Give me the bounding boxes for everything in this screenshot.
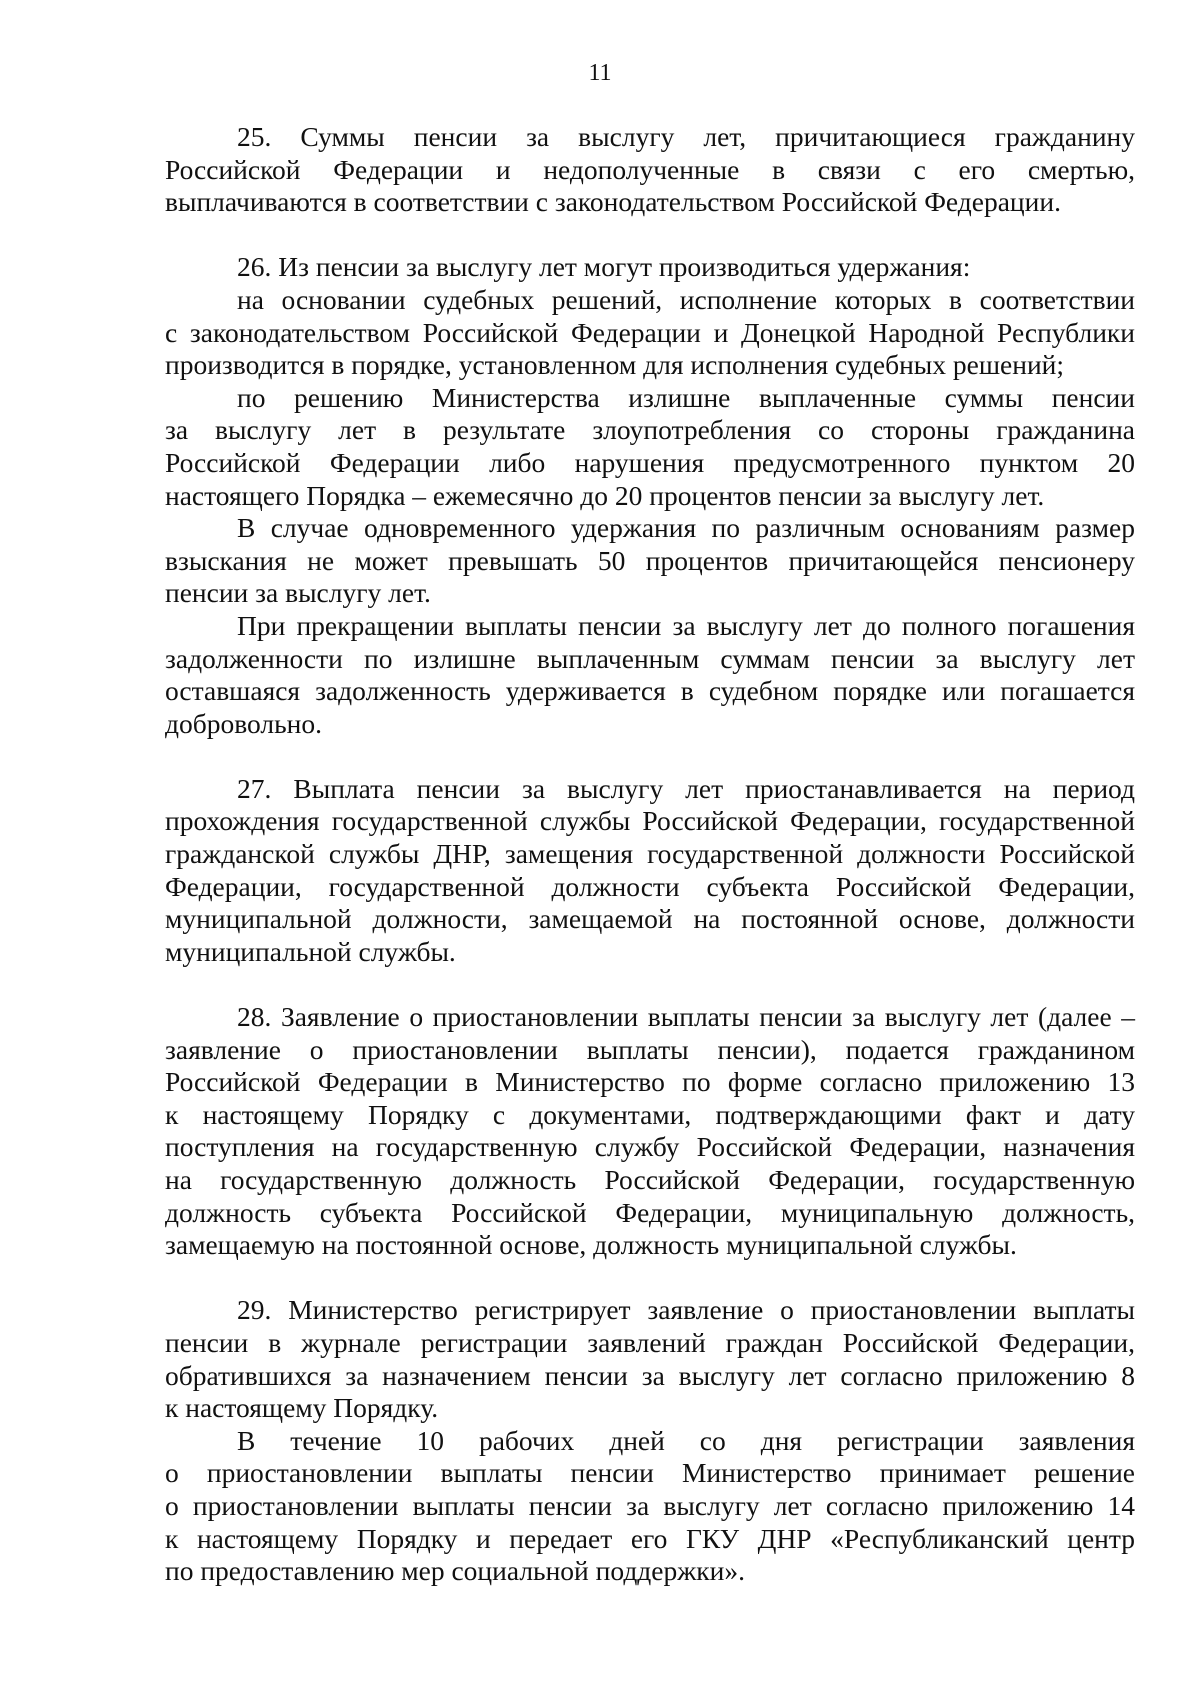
text-line: должность субъекта Российской Федерации, муниципальную должность, <box>165 1196 1135 1228</box>
text-line: гражданской службы ДНР, замещения государственной должности Российской <box>165 838 1135 870</box>
text-line: по решению Министерства излишне выплаченные суммы пенсии <box>237 381 1135 413</box>
text-line: производится в порядке, установленном для исполнения судебных решений; <box>165 349 1065 381</box>
text-line: оставшаяся задолженность удерживается в судебном порядке или погашается <box>165 675 1135 707</box>
text-line: 26. Из пенсии за выслугу лет могут производиться удержания: <box>237 251 971 283</box>
text-line: на государственную должность Российской Федерации, государственную <box>165 1164 1135 1195</box>
text-line: за выслугу лет в результате злоупотребления со стороны гражданина <box>165 414 1135 446</box>
text-line: обратившихся за назначением пенсии за выслугу лет согласно приложению 8 <box>165 1359 1135 1391</box>
text-line: пенсии за выслугу лет. <box>165 577 431 609</box>
text-line: Российской Федерации и недополученные в связи с его смертью, <box>165 153 1135 185</box>
paragraph-25 <box>165 121 1135 219</box>
text-line: Российской Федерации в Министерство по форме согласно приложению 13 <box>165 1066 1135 1098</box>
text-line: муниципальной должности, замещаемой на постоянной основе, должности <box>165 903 1135 935</box>
text-line: о приостановлении выплаты пенсии за выслугу лет согласно приложению 14 <box>165 1489 1135 1521</box>
text-line: 28. Заявление о приостановлении выплаты пенсии за выслугу лет (далее – <box>237 1001 1135 1033</box>
text-line: настоящего Порядка – ежемесячно до 20 процентов пенсии за выслугу лет. <box>165 479 1045 511</box>
text-line: Федерации, государственной должности субъекта Российской Федерации, <box>165 870 1135 902</box>
text-line: к настоящему Порядку с документами, подтверждающими факт и дату <box>165 1098 1135 1130</box>
text-line: 29. Министерство регистрирует заявление о приостановлении выплаты <box>237 1294 1135 1326</box>
text-line: о приостановлении выплаты пенсии Министерство принимает решение <box>165 1457 1135 1489</box>
text-line: к настоящему Порядку. <box>165 1392 439 1424</box>
paragraph-28 <box>165 1001 1135 1262</box>
text-line: В случае одновременного удержания по различным основаниям размер <box>237 512 1135 544</box>
text-line: пенсии в журнале регистрации заявлений граждан Российской Федерации, <box>165 1326 1135 1358</box>
text-line: поступления на государственную службу Российской Федерации, назначения <box>165 1131 1135 1163</box>
paragraph-29 <box>165 1294 1135 1587</box>
text-line: При прекращении выплаты пенсии за выслугу лет до полного погашения <box>237 609 1135 641</box>
text-line: выплачиваются в соответствии с законодательством Российской Федерации. <box>165 186 1061 218</box>
text-line: к настоящему Порядку и передает его ГКУ ДНР «Республиканский центр <box>165 1522 1135 1554</box>
text-line: задолженности по излишне выплаченным суммам пенсии за выслугу лет <box>165 642 1135 674</box>
text-line: добровольно. <box>165 707 323 739</box>
text-line: взыскания не может превышать 50 процентов причитающейся пенсионеру <box>165 544 1135 576</box>
document-body <box>165 121 1135 1588</box>
text-line: на основании судебных решений, исполнение которых в соответствии <box>237 283 1135 315</box>
text-line: заявление о приостановлении выплаты пенсии), подается гражданином <box>165 1033 1135 1065</box>
text-line: замещаемую на постоянной основе, должность муниципальной службы. <box>165 1229 1017 1261</box>
paragraph-26 <box>165 251 1135 740</box>
text-line: прохождения государственной службы Российской Федерации, государственной <box>165 805 1135 837</box>
paragraph-27 <box>165 773 1135 969</box>
text-line: 27. Выплата пенсии за выслугу лет приостанавливается на период <box>237 772 1135 804</box>
text-line: с законодательством Российской Федерации и Донецкой Народной Республики <box>165 316 1135 348</box>
text-line: по предоставлению мер социальной поддержки». <box>165 1555 745 1587</box>
text-line: В течение 10 рабочих дней со дня регистрации заявления <box>237 1424 1135 1456</box>
text-line: Российской Федерации либо нарушения предусмотренного пунктом 20 <box>165 446 1135 478</box>
text-line: муниципальной службы. <box>165 935 456 967</box>
page-number: 11 <box>588 60 612 86</box>
text-line: 25. Суммы пенсии за выслугу лет, причитающиеся гражданину <box>237 121 1135 152</box>
